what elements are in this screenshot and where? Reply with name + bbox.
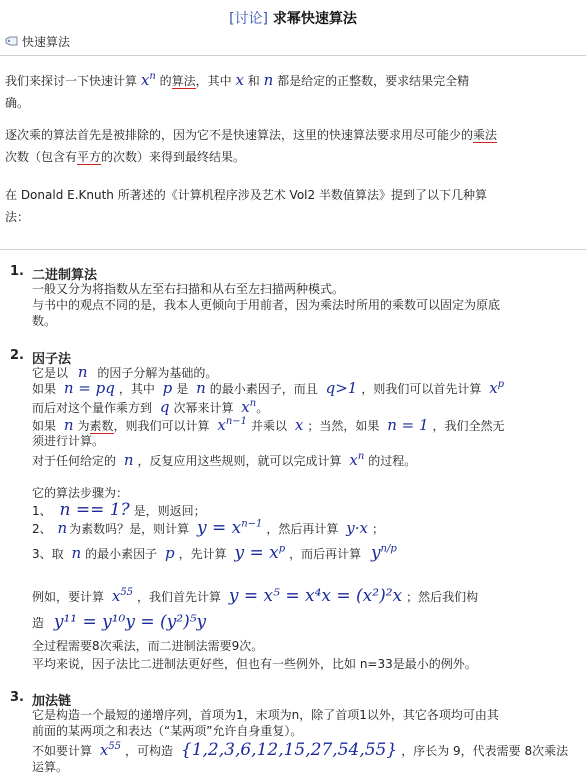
multiplication-link[interactable]: 乘法 [473,128,498,142]
section-2-line: 如果 n 为素数，则我们可以计算 $x^{n-1}$ 并乘以 x ；当然，如果 n = 1 ，我们全然无 [32,416,505,434]
section-2-number: 2. [10,348,24,363]
prime-link[interactable]: 素数 [89,419,114,433]
intro-paragraph-1: 我们来探讨一下快速计算 $x^n$ 的算法，其中 x 和 n 都是给定的正整数，要求结果完全精 确。 [5,71,470,110]
section-1-line: 一般又分为将指数从左至右扫描和从右至左扫描两种模式。 [32,282,345,296]
section-3-line: 前面的某两项之和表达（“某两项”允许自身重复）。 [32,724,303,738]
section-2-line: 它是以 n 的因子分解为基础的。 [32,363,218,381]
tag-text: 快速算法 [22,35,71,49]
divider [0,55,586,56]
section-2-line: 而后对这个量作乘方到 q 次幂来计算 $x^n$。 [32,398,269,416]
example-line: 造 y¹¹ = y¹⁰y = (y²)⁵y [32,612,207,632]
step-3: 3、取 n 的最小素因子 p ，先计算 $y = x^p$ ，而后再计算 $y^{n/p}$ [32,543,397,563]
section-1-line: 数。 [32,314,57,328]
section-2-line: 须进行计算。 [32,434,105,448]
page-title [0,8,586,28]
section-2-line: 如果 n = pq ，其中 p 是 n 的最小素因子，而且 q>1 ，则我们可以首先计算 $x^p$ [32,379,505,397]
algorithm-steps-heading: 它的算法步骤为： [32,486,129,500]
math-x: x [235,71,244,89]
section-1-heading: 二进制算法 [32,268,98,283]
square-link[interactable]: 平方 [77,150,102,164]
tag-label[interactable] [5,33,70,50]
section-2-line: 对于任何给定的 n ，反复应用这些规则，就可以完成计算 $x^n$ 的过程。 [32,451,417,469]
example-line: 全过程需要8次乘法，而二进制法需要9次。 [32,639,264,653]
section-1-line: 与书中的观点不同的是，我本人更倾向于用前者，因为乘法时所用的乘数可以固定为原底 [32,298,501,312]
divider [0,249,586,250]
section-3-line: 不如要计算 $x^{55}$ ，可构造 {1,2,3,6,12,15,27,54,55} ，序长为 9，代表需要 8次乘法 [32,740,569,760]
section-3-heading: 加法链 [32,694,72,709]
algorithm-link[interactable]: 算法 [171,74,196,88]
section-2-heading: 因子法 [32,352,72,367]
section-3-line: 它是构造一个最短的递增序列，首项为1，末项为n，除了首项1以外，其它各项均可由其 [32,708,499,722]
title-text: 求幂快速算法 [272,11,357,27]
tag-icon [5,36,18,47]
section-3-number: 3. [10,690,24,705]
intro-paragraph-2: 逐次乘的算法首先是被排除的，因为它不是快速算法，这里的快速算法要求用尽可能少的乘法 次数（包含有平方的次数）来得到最终结果。 [5,128,498,164]
step-1: 1、 n == 1? 是，则返回； [32,500,206,520]
section-1-number: 1. [10,264,24,279]
intro-paragraph-3: 在 Donald E.Knuth 所著述的《计算机程序涉及艺术 Vol2 半数值算法》提到了以下几种算 法： [5,188,487,224]
example-line: 例如，要计算 $x^{55}$ ，我们首先计算 y = x⁵ = x⁴x = (x²)²x ；然后我们构 [32,586,479,606]
example-line: 平均来说，因子法比二进制法更好些，但也有一些例外，比如 n=33是最小的例外。 [32,657,477,671]
math-x-pow-n: $x^n$ [140,71,156,89]
discussion-tag[interactable]: [讨论] [229,11,269,27]
math-n: n [263,71,274,89]
section-3-line: 运算。 [32,760,69,774]
step-2: 2、 n 为素数吗？是，则计算 $y = x^{n-1}$ ，然后再计算 y·x ； [32,518,384,538]
